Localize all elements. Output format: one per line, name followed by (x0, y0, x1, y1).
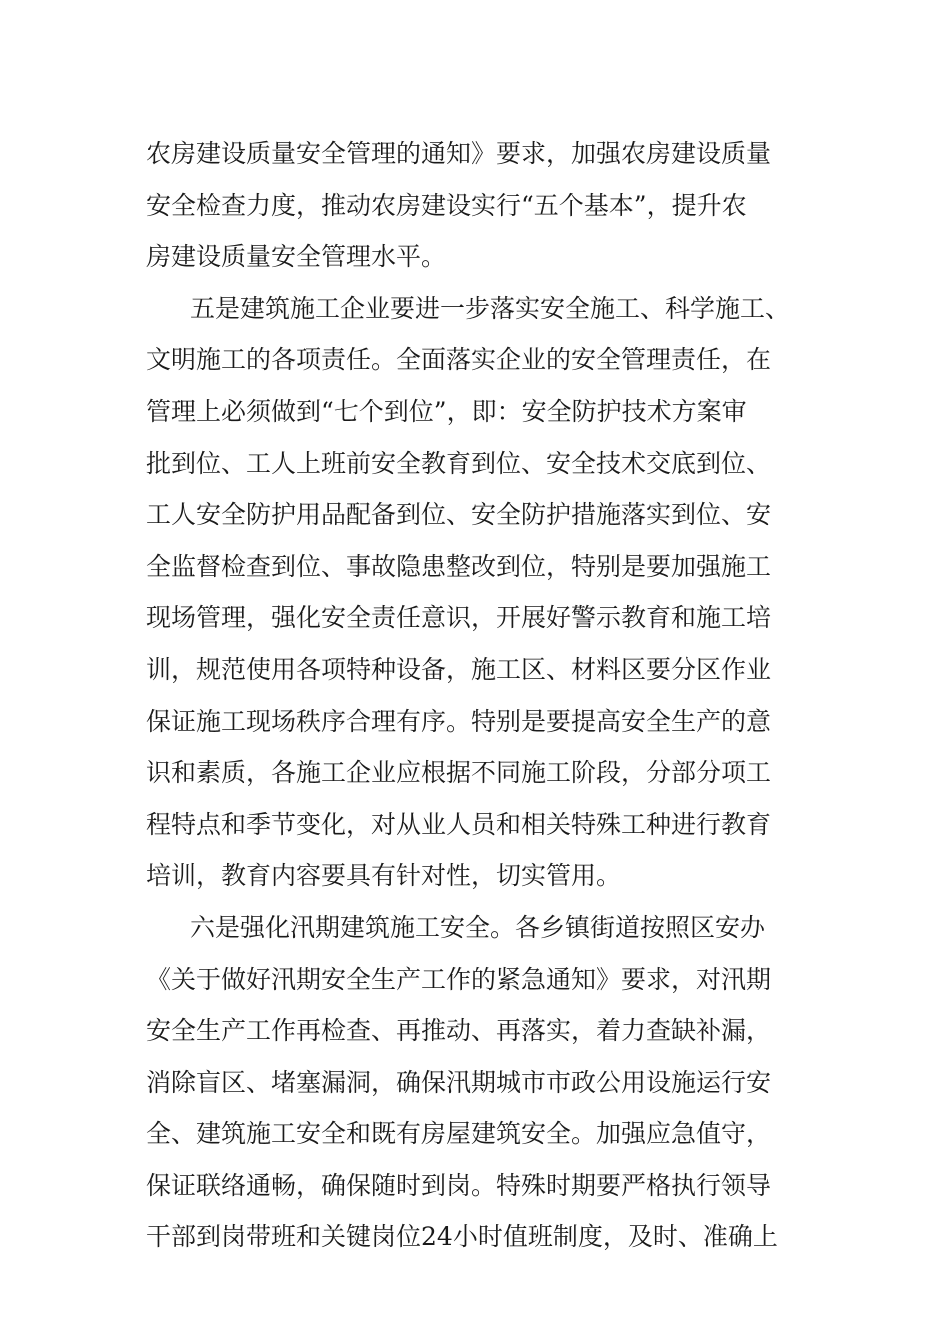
text-line: 工人安全防护用品配备到位、安全防护措施落实到位、安 (146, 500, 772, 530)
text-line: 干部到岗带班和关键岗位24小时值班制度，及时、准确上 (146, 1222, 778, 1252)
text-line: 训，规范使用各项特种设备，施工区、材料区要分区作业 (146, 654, 772, 684)
text-line: 保证联络通畅，确保随时到岗。特殊时期要严格执行领导 (146, 1170, 772, 1200)
text-line: 农房建设质量安全管理的通知》要求，加强农房建设质量 (146, 139, 772, 168)
paragraph-start-line: 六是强化汛期建筑施工安全。各乡镇街道按照区安办 (190, 912, 766, 942)
text-line: 培训，教育内容要具有针对性，切实管用。 (146, 861, 622, 891)
text-line: 全、建筑施工安全和既有房屋建筑安全。加强应急值守， (146, 1119, 772, 1149)
text-line: 消除盲区、堵塞漏洞，确保汛期城市市政公用设施运行安 (146, 1067, 772, 1097)
text-line: 批到位、工人上班前安全教育到位、安全技术交底到位、 (146, 448, 772, 478)
body-text (146, 128, 816, 1263)
text-line: 安全生产工作再检查、再推动、再落实，着力查缺补漏， (146, 1016, 772, 1046)
text-line: 《关于做好汛期安全生产工作的紧急通知》要求，对汛期 (146, 964, 772, 994)
text-line: 安全检查力度，推动农房建设实行“五个基本”，提升农 (146, 190, 747, 220)
paragraph-start-line: 五是建筑施工企业要进一步落实安全施工、科学施工、 (190, 293, 791, 323)
text-line: 现场管理，强化安全责任意识，开展好警示教育和施工培 (146, 603, 772, 633)
text-line: 全监督检查到位、事故隐患整改到位，特别是要加强施工 (146, 551, 772, 581)
text-line: 保证施工现场秩序合理有序。特别是要提高安全生产的意 (146, 706, 772, 736)
text-line: 管理上必须做到“七个到位”，即：安全防护技术方案审 (146, 396, 747, 426)
text-line: 识和素质，各施工企业应根据不同施工阶段，分部分项工 (146, 758, 772, 788)
text-line: 文明施工的各项责任。全面落实企业的安全管理责任，在 (146, 345, 772, 375)
text-line: 房建设质量安全管理水平。 (146, 242, 447, 272)
text-line: 程特点和季节变化，对从业人员和相关特殊工种进行教育 (146, 809, 772, 839)
